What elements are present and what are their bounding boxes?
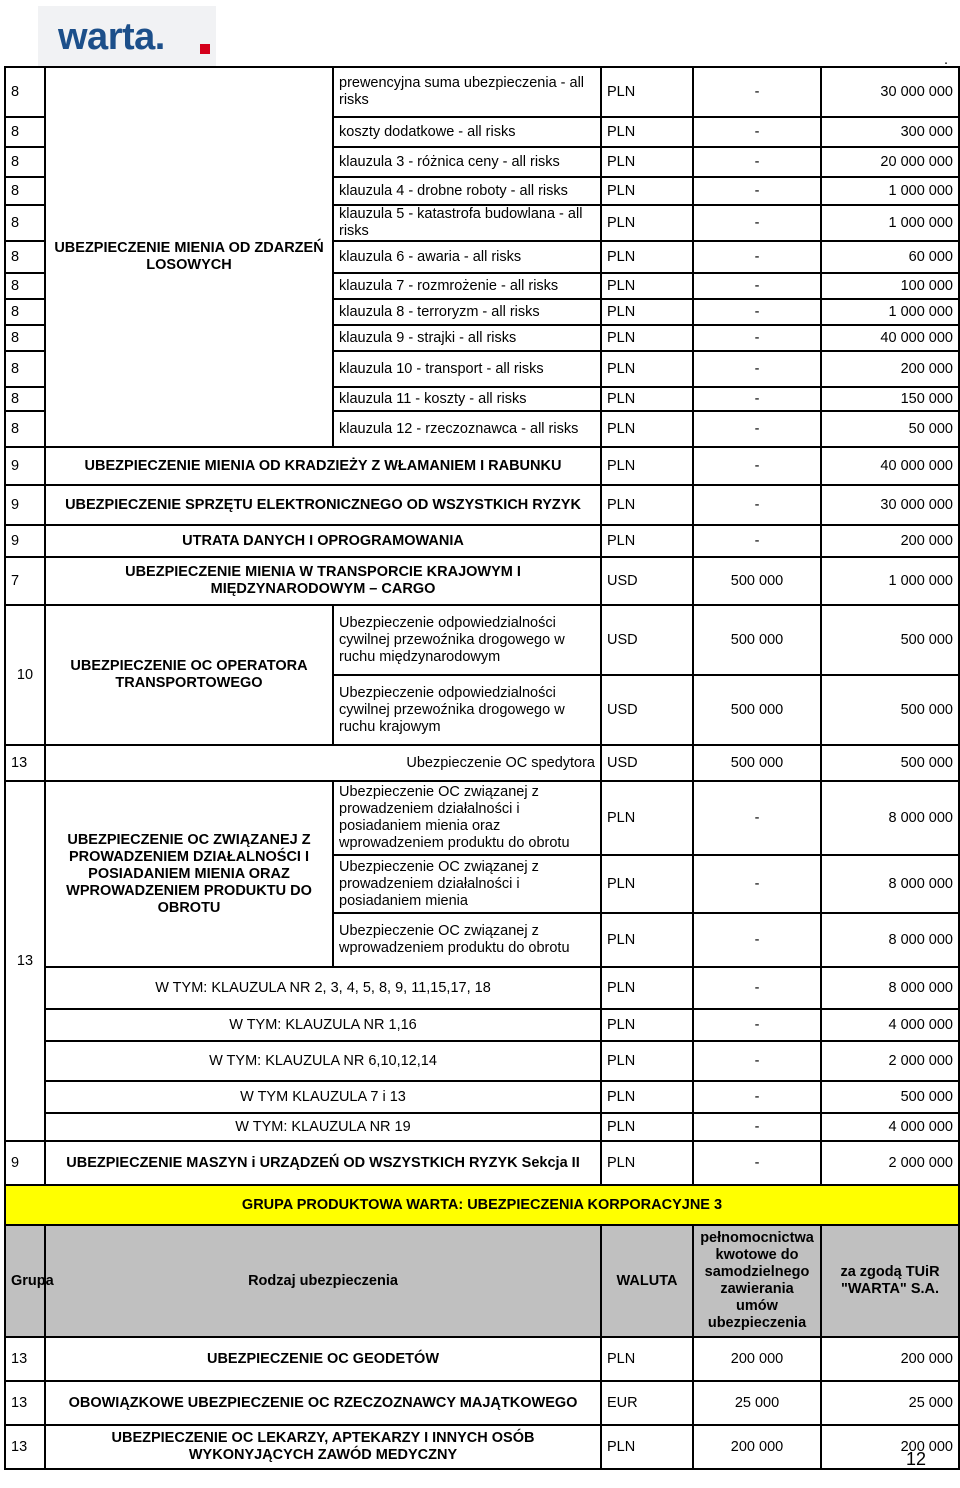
group-cell: 9 [5, 485, 45, 525]
currency-cell: PLN [601, 913, 693, 967]
insurance-name: Ubezpieczenie odpowiedzialności cywilnej przewoźnika drogowego w ruchu krajowym [333, 675, 601, 745]
amount-2-cell: 60 000 [821, 241, 959, 273]
group-cell: 8 [5, 273, 45, 299]
insurance-name: UBEZPIECZENIE SPRZĘTU ELEKTRONICZNEGO OD WSZYSTKICH RYZYK [45, 485, 601, 525]
group-cell: 7 [5, 557, 45, 605]
amount-2-cell: 8 000 000 [821, 855, 959, 913]
currency-cell: PLN [601, 1081, 693, 1113]
currency-cell: PLN [601, 241, 693, 273]
currency-cell: PLN [601, 1113, 693, 1141]
amount-2-cell: 2 000 000 [821, 1141, 959, 1185]
clause-name: W TYM: KLAUZULA NR 1,16 [45, 1009, 601, 1041]
header-pelnomocnictwa: pełnomocnictwa kwotowe do samodzielnego zawierania umów ubezpieczenia [693, 1225, 821, 1337]
amount-1-cell: - [693, 447, 821, 485]
table-row [5, 525, 959, 557]
amount-1-cell: - [693, 67, 821, 117]
currency-cell: PLN [601, 1425, 693, 1469]
amount-2-cell: 500 000 [821, 675, 959, 745]
amount-2-cell: 40 000 000 [821, 447, 959, 485]
amount-1-cell: 200 000 [693, 1337, 821, 1381]
insurance-name: klauzula 7 - rozmrożenie - all risks [333, 273, 601, 299]
group-cell: 8 [5, 387, 45, 411]
currency-cell: PLN [601, 117, 693, 147]
insurance-name: prewencyjna suma ubezpieczenia - all risks [333, 67, 601, 117]
amount-2-cell: 150 000 [821, 387, 959, 411]
currency-cell: PLN [601, 1041, 693, 1081]
clause-name: W TYM: KLAUZULA NR 19 [45, 1113, 601, 1141]
amount-2-cell: 100 000 [821, 273, 959, 299]
amount-2-cell: 500 000 [821, 1081, 959, 1113]
amount-2-cell: 300 000 [821, 117, 959, 147]
section-banner: GRUPA PRODUKTOWA WARTA: UBEZPIECZENIA KORPORACYJNE 3 [5, 1185, 959, 1225]
group-cell: 8 [5, 147, 45, 177]
amount-1-cell: - [693, 485, 821, 525]
amount-1-cell: 25 000 [693, 1381, 821, 1425]
amount-1-cell: 500 000 [693, 557, 821, 605]
clause-name: W TYM: KLAUZULA NR 6,10,12,14 [45, 1041, 601, 1081]
insurance-name: Ubezpieczenie OC związanej z wprowadzeniem produktu do obrotu [333, 913, 601, 967]
group-cell: 9 [5, 447, 45, 485]
currency-cell: PLN [601, 205, 693, 241]
table-row [5, 67, 959, 117]
section-banner-row [5, 1185, 959, 1225]
amount-1-cell: - [693, 1009, 821, 1041]
currency-cell: PLN [601, 273, 693, 299]
insurance-name: UBEZPIECZENIE MASZYN i URZĄDZEŃ OD WSZYSTKICH RYZYK Sekcja II [45, 1141, 601, 1185]
amount-1-cell: - [693, 147, 821, 177]
insurance-name: klauzula 12 - rzeczoznawca - all risks [333, 411, 601, 447]
currency-cell: PLN [601, 447, 693, 485]
group-cell: 8 [5, 411, 45, 447]
table-row [5, 1141, 959, 1185]
currency-cell: USD [601, 745, 693, 781]
warta-logo: warta. [38, 6, 216, 66]
group-cell: 13 [5, 781, 45, 1141]
insurance-name: UBEZPIECZENIE OC LEKARZY, APTEKARZY I INNYCH OSÓB WYKONYJĄCYCH ZAWÓD MEDYCZNY [45, 1425, 601, 1469]
group-cell: 10 [5, 605, 45, 745]
amount-2-cell: 200 000 [821, 351, 959, 387]
group-cell: 8 [5, 177, 45, 205]
amount-1-cell: - [693, 525, 821, 557]
amount-2-cell: 1 000 000 [821, 557, 959, 605]
group-cell: 8 [5, 117, 45, 147]
currency-cell: PLN [601, 67, 693, 117]
amount-1-cell: 500 000 [693, 745, 821, 781]
amount-1-cell: - [693, 351, 821, 387]
currency-cell: USD [601, 605, 693, 675]
amount-2-cell: 200 000 [821, 1337, 959, 1381]
insurance-name: UBEZPIECZENIE MIENIA OD KRADZIEŻY Z WŁAMANIEM I RABUNKU [45, 447, 601, 485]
header-za-zgoda: za zgodą TUiR "WARTA" S.A. [821, 1225, 959, 1337]
amount-1-cell: 500 000 [693, 675, 821, 745]
insurance-name: klauzula 3 - różnica ceny - all risks [333, 147, 601, 177]
currency-cell: PLN [601, 525, 693, 557]
insurance-name: UBEZPIECZENIE OC GEODETÓW [45, 1337, 601, 1381]
amount-2-cell: 1 000 000 [821, 205, 959, 241]
amount-1-cell: - [693, 967, 821, 1009]
table-row [5, 967, 959, 1009]
currency-cell: PLN [601, 351, 693, 387]
amount-1-cell: - [693, 387, 821, 411]
table-row [5, 1009, 959, 1041]
insurance-name: klauzula 4 - drobne roboty - all risks [333, 177, 601, 205]
amount-2-cell: 4 000 000 [821, 1009, 959, 1041]
group-cell: 13 [5, 1337, 45, 1381]
amount-2-cell: 1 000 000 [821, 177, 959, 205]
amount-2-cell: 50 000 [821, 411, 959, 447]
group-cell: 8 [5, 67, 45, 117]
table-row [5, 1337, 959, 1381]
amount-1-cell: - [693, 1041, 821, 1081]
currency-cell: PLN [601, 411, 693, 447]
amount-2-cell: 500 000 [821, 745, 959, 781]
amount-1-cell: 200 000 [693, 1425, 821, 1469]
currency-cell: PLN [601, 1141, 693, 1185]
table-row [5, 605, 959, 675]
group-cell: 13 [5, 1425, 45, 1469]
group-cell: 8 [5, 241, 45, 273]
amount-1-cell: - [693, 241, 821, 273]
currency-cell: PLN [601, 1337, 693, 1381]
page-number: 12 [905, 1449, 926, 1469]
insurance-name: Ubezpieczenie OC związanej z prowadzeniem działalności i posiadaniem mienia [333, 855, 601, 913]
amount-2-cell: 4 000 000 [821, 1113, 959, 1141]
insurance-name: klauzula 5 - katastrofa budowlana - all risks [333, 205, 601, 241]
top-dot: . [943, 52, 948, 68]
group-cell: 9 [5, 525, 45, 557]
insurance-name: OBOWIĄZKOWE UBEZPIECZENIE OC RZECZOZNAWCY MAJĄTKOWEGO [45, 1381, 601, 1425]
group-cell: 13 [5, 1381, 45, 1425]
table-row [5, 781, 959, 855]
amount-1-cell: - [693, 855, 821, 913]
table-row [5, 557, 959, 605]
header-rodzaj: Rodzaj ubezpieczenia [45, 1225, 601, 1337]
amount-1-cell: - [693, 1141, 821, 1185]
insurance-name: klauzula 11 - koszty - all risks [333, 387, 601, 411]
insurance-name: UBEZPIECZENIE MIENIA W TRANSPORCIE KRAJOWYM I MIĘDZYNARODOWYM – CARGO [45, 557, 601, 605]
amount-2-cell: 30 000 000 [821, 67, 959, 117]
insurance-name: klauzula 8 - terroryzm - all risks [333, 299, 601, 325]
amount-2-cell: 20 000 000 [821, 147, 959, 177]
amount-1-cell: - [693, 1081, 821, 1113]
amount-2-cell: 40 000 000 [821, 325, 959, 351]
group-name: UBEZPIECZENIE MIENIA OD ZDARZEŃ LOSOWYCH [45, 67, 333, 447]
amount-1-cell: - [693, 205, 821, 241]
clause-name: W TYM KLAUZULA 7 i 13 [45, 1081, 601, 1113]
group-cell: 9 [5, 1141, 45, 1185]
amount-1-cell: - [693, 299, 821, 325]
group-name: UBEZPIECZENIE OC OPERATORA TRANSPORTOWEGO [45, 605, 333, 745]
currency-cell: PLN [601, 299, 693, 325]
currency-cell: PLN [601, 387, 693, 411]
amount-2-cell: 8 000 000 [821, 913, 959, 967]
table-row [5, 1425, 959, 1469]
amount-1-cell: - [693, 1113, 821, 1141]
insurance-name: klauzula 9 - strajki - all risks [333, 325, 601, 351]
amount-1-cell: - [693, 117, 821, 147]
amount-2-cell: 30 000 000 [821, 485, 959, 525]
table-row [5, 745, 959, 781]
currency-cell: PLN [601, 1009, 693, 1041]
currency-cell: PLN [601, 855, 693, 913]
currency-cell: PLN [601, 325, 693, 351]
clause-name: W TYM: KLAUZULA NR 2, 3, 4, 5, 8, 9, 11,15,17, 18 [45, 967, 601, 1009]
currency-cell: PLN [601, 967, 693, 1009]
insurance-name: Ubezpieczenie OC spedytora [45, 745, 601, 781]
insurance-name: Ubezpieczenie odpowiedzialności cywilnej przewoźnika drogowego w ruchu międzynarodowym [333, 605, 601, 675]
insurance-name: Ubezpieczenie OC związanej z prowadzeniem działalności i posiadaniem mienia oraz wprowadzeniem produktu do obrotu [333, 781, 601, 855]
amount-2-cell: 1 000 000 [821, 299, 959, 325]
amount-2-cell: 500 000 [821, 605, 959, 675]
group-cell: 13 [5, 745, 45, 781]
amount-2-cell: 2 000 000 [821, 1041, 959, 1081]
header-grupa: Grupa [5, 1225, 45, 1337]
currency-cell: USD [601, 675, 693, 745]
section-header-row [5, 1225, 959, 1337]
table-row [5, 1113, 959, 1141]
amount-1-cell: 500 000 [693, 605, 821, 675]
amount-1-cell: - [693, 325, 821, 351]
group-cell: 8 [5, 299, 45, 325]
amount-1-cell: - [693, 177, 821, 205]
group-cell: 8 [5, 205, 45, 241]
table-row [5, 1041, 959, 1081]
currency-cell: PLN [601, 147, 693, 177]
group-cell: 8 [5, 351, 45, 387]
amount-2-cell: 200 000 [821, 1425, 959, 1469]
table-row [5, 447, 959, 485]
table-row [5, 485, 959, 525]
amount-1-cell: - [693, 913, 821, 967]
currency-cell: PLN [601, 485, 693, 525]
header-waluta: WALUTA [601, 1225, 693, 1337]
table-row [5, 1081, 959, 1113]
amount-1-cell: - [693, 273, 821, 299]
amount-2-cell: 25 000 [821, 1381, 959, 1425]
insurance-name: klauzula 10 - transport - all risks [333, 351, 601, 387]
amount-1-cell: - [693, 411, 821, 447]
group-name: UBEZPIECZENIE OC ZWIĄZANEJ Z PROWADZENIEM DZIAŁALNOŚCI I POSIADANIEM MIENIA ORAZ WPROWADZENIEM PRODUKTU DO OBROTU [45, 781, 333, 967]
amount-2-cell: 8 000 000 [821, 781, 959, 855]
insurance-name: UTRATA DANYCH I OPROGRAMOWANIA [45, 525, 601, 557]
amount-2-cell: 8 000 000 [821, 967, 959, 1009]
currency-cell: PLN [601, 177, 693, 205]
currency-cell: PLN [601, 781, 693, 855]
table-row [5, 1381, 959, 1425]
currency-cell: USD [601, 557, 693, 605]
amount-2-cell: 200 000 [821, 525, 959, 557]
amount-1-cell: - [693, 781, 821, 855]
currency-cell: EUR [601, 1381, 693, 1425]
insurance-name: koszty dodatkowe - all risks [333, 117, 601, 147]
limits-table [4, 66, 960, 1470]
group-cell: 8 [5, 325, 45, 351]
insurance-name: klauzula 6 - awaria - all risks [333, 241, 601, 273]
